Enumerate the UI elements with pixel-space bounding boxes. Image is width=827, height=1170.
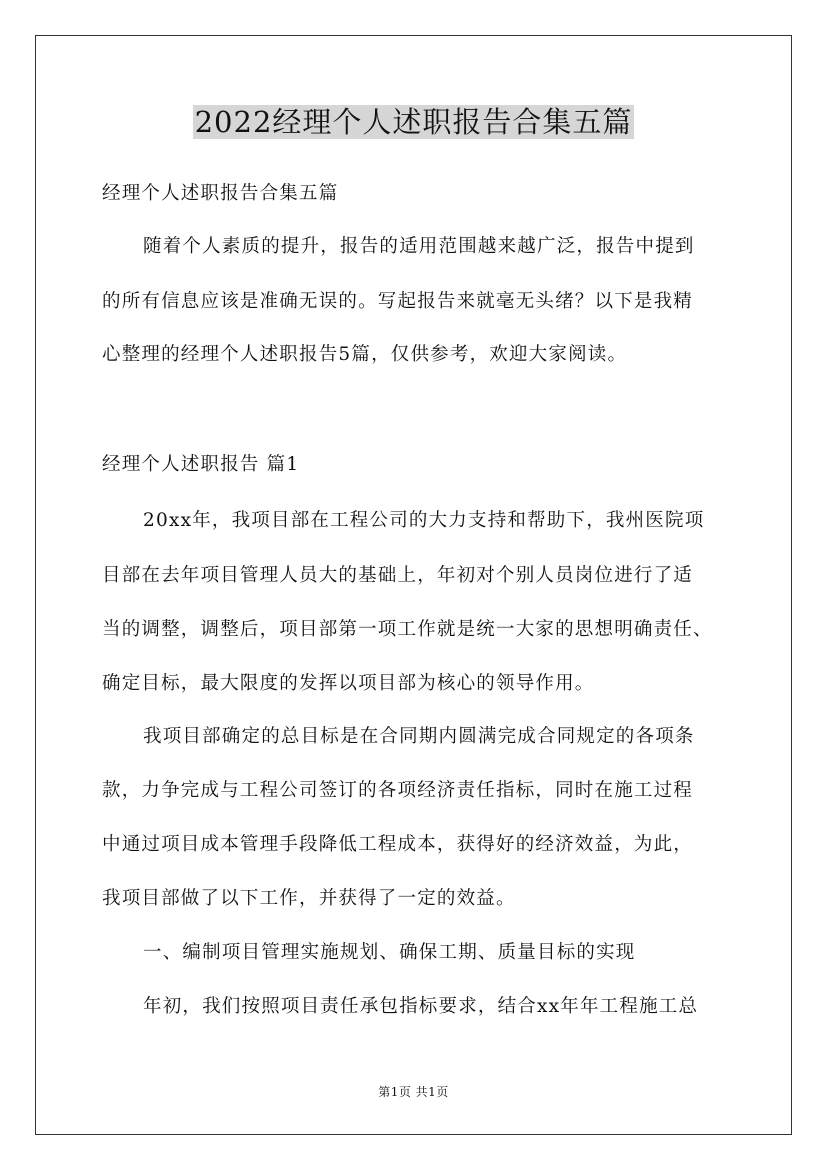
body-line: 20xx年，我项目部在工程公司的大力支持和帮助下，我州医院项 [143, 510, 705, 531]
page-footer: 第1页 共1页 [378, 1085, 449, 1099]
body-line: 款，力争完成与工程公司签订的各项经济责任指标，同时在施工过程 [102, 780, 694, 801]
body-line: 年初，我们按照项目责任承包指标要求，结合xx年年工程施工总 [143, 996, 699, 1017]
body-line: 当的调整，调整后，项目部第一项工作就是统一大家的思想明确责任、 [102, 619, 713, 640]
document-subtitle: 经理个人述职报告合集五篇 [102, 183, 339, 204]
section-heading: 经理个人述职报告 篇1 [102, 454, 300, 475]
body-line: 我项目部确定的总目标是在合同期内圆满完成合同规定的各项条 [143, 726, 695, 747]
body-line: 我项目部做了以下工作，并获得了一定的效益。 [102, 888, 516, 909]
document-title: 2022经理个人述职报告合集五篇 [194, 105, 633, 139]
intro-line: 的所有信息应该是准确无误的。写起报告来就毫无头绪？以下是我精 [102, 291, 694, 312]
intro-line: 心整理的经理个人述职报告5篇，仅供参考，欢迎大家阅读。 [102, 344, 628, 365]
body-line: 一、编制项目管理实施规划、确保工期、质量目标的实现 [143, 942, 636, 963]
body-line: 中通过项目成本管理手段降低工程成本，获得好的经济效益，为此， [102, 834, 694, 855]
body-line: 目部在去年项目管理人员大的基础上，年初对个别人员岗位进行了适 [102, 565, 694, 586]
body-line: 确定目标，最大限度的发挥以项目部为核心的领导作用。 [102, 673, 595, 694]
document-title-wrap [0, 103, 827, 141]
intro-line: 随着个人素质的提升，报告的适用范围越来越广泛，报告中提到 [143, 236, 695, 257]
